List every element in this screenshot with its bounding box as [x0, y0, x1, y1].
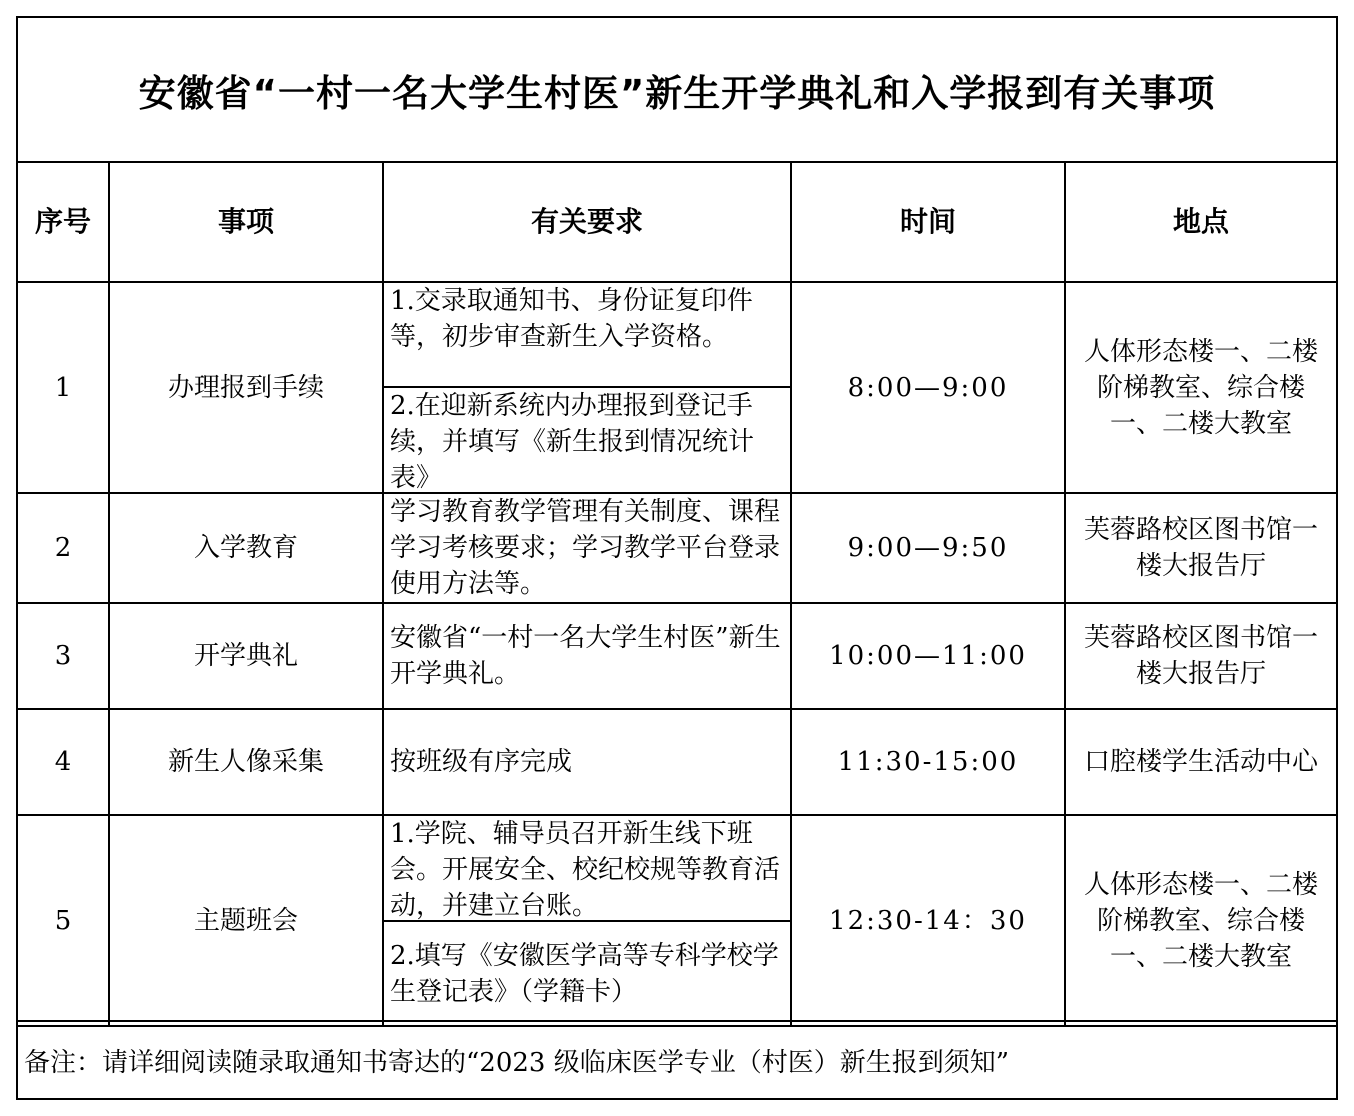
row-item: 新生人像采集 — [109, 709, 383, 815]
row-requirements: 安徽省“一村一名大学生村医”新生开学典礼。 — [383, 603, 791, 709]
row-seq: 5 — [18, 815, 109, 1026]
schedule-table — [18, 163, 1336, 1027]
row-time: 12:30-14：30 — [791, 815, 1065, 1026]
table-row — [18, 603, 1336, 709]
row-seq: 2 — [18, 493, 109, 603]
requirement-item: 2.填写《安徽医学高等专科学校学生登记表》（学籍卡） — [390, 941, 779, 1007]
table-row — [18, 709, 1336, 815]
requirement-item: 1.学院、辅导员召开新生线下班会。开展安全、校纪校规等教育活动，并建立台账。 — [384, 816, 790, 922]
row-requirements — [383, 282, 791, 493]
row-seq: 1 — [18, 282, 109, 493]
header-requirements: 有关要求 — [383, 163, 791, 282]
table-header-row — [18, 163, 1336, 282]
requirement-item: 2.在迎新系统内办理报到登记手续，并填写《新生报到情况统计表》 — [390, 391, 755, 492]
notice-document — [16, 16, 1338, 1100]
row-requirements: 学习教育教学管理有关制度、课程学习考核要求；学习教学平台登录使用方法等。 — [383, 493, 791, 603]
table-row — [18, 493, 1336, 603]
table-row — [18, 815, 1336, 1026]
header-item: 事项 — [109, 163, 383, 282]
row-item: 办理报到手续 — [109, 282, 383, 493]
row-time: 8:00—9:00 — [791, 282, 1065, 493]
row-item: 主题班会 — [109, 815, 383, 1026]
row-location: 芙蓉路校区图书馆一楼大报告厅 — [1065, 603, 1336, 709]
table-row — [18, 282, 1336, 493]
row-seq: 3 — [18, 603, 109, 709]
row-requirements: 按班级有序完成 — [383, 709, 791, 815]
row-location: 人体形态楼一、二楼阶梯教室、综合楼一、二楼大教室 — [1065, 815, 1336, 1026]
row-requirements — [383, 815, 791, 1026]
row-seq: 4 — [18, 709, 109, 815]
row-item: 开学典礼 — [109, 603, 383, 709]
row-time: 10:00—11:00 — [791, 603, 1065, 709]
requirement-item: 1.交录取通知书、身份证复印件等，初步审查新生入学资格。 — [384, 283, 790, 388]
row-location: 人体形态楼一、二楼阶梯教室、综合楼一、二楼大教室 — [1065, 282, 1336, 493]
header-seq: 序号 — [18, 163, 109, 282]
document-title: 安徽省“一村一名大学生村医”新生开学典礼和入学报到有关事项 — [18, 18, 1336, 163]
header-time: 时间 — [791, 163, 1065, 282]
row-location: 芙蓉路校区图书馆一楼大报告厅 — [1065, 493, 1336, 603]
header-location: 地点 — [1065, 163, 1336, 282]
row-time: 9:00—9:50 — [791, 493, 1065, 603]
row-time: 11:30-15:00 — [791, 709, 1065, 815]
row-location: 口腔楼学生活动中心 — [1065, 709, 1336, 815]
row-item: 入学教育 — [109, 493, 383, 603]
footnote: 备注：请详细阅读随录取通知书寄达的“2023 级临床医学专业（村医）新生报到须知” — [18, 1020, 1336, 1098]
